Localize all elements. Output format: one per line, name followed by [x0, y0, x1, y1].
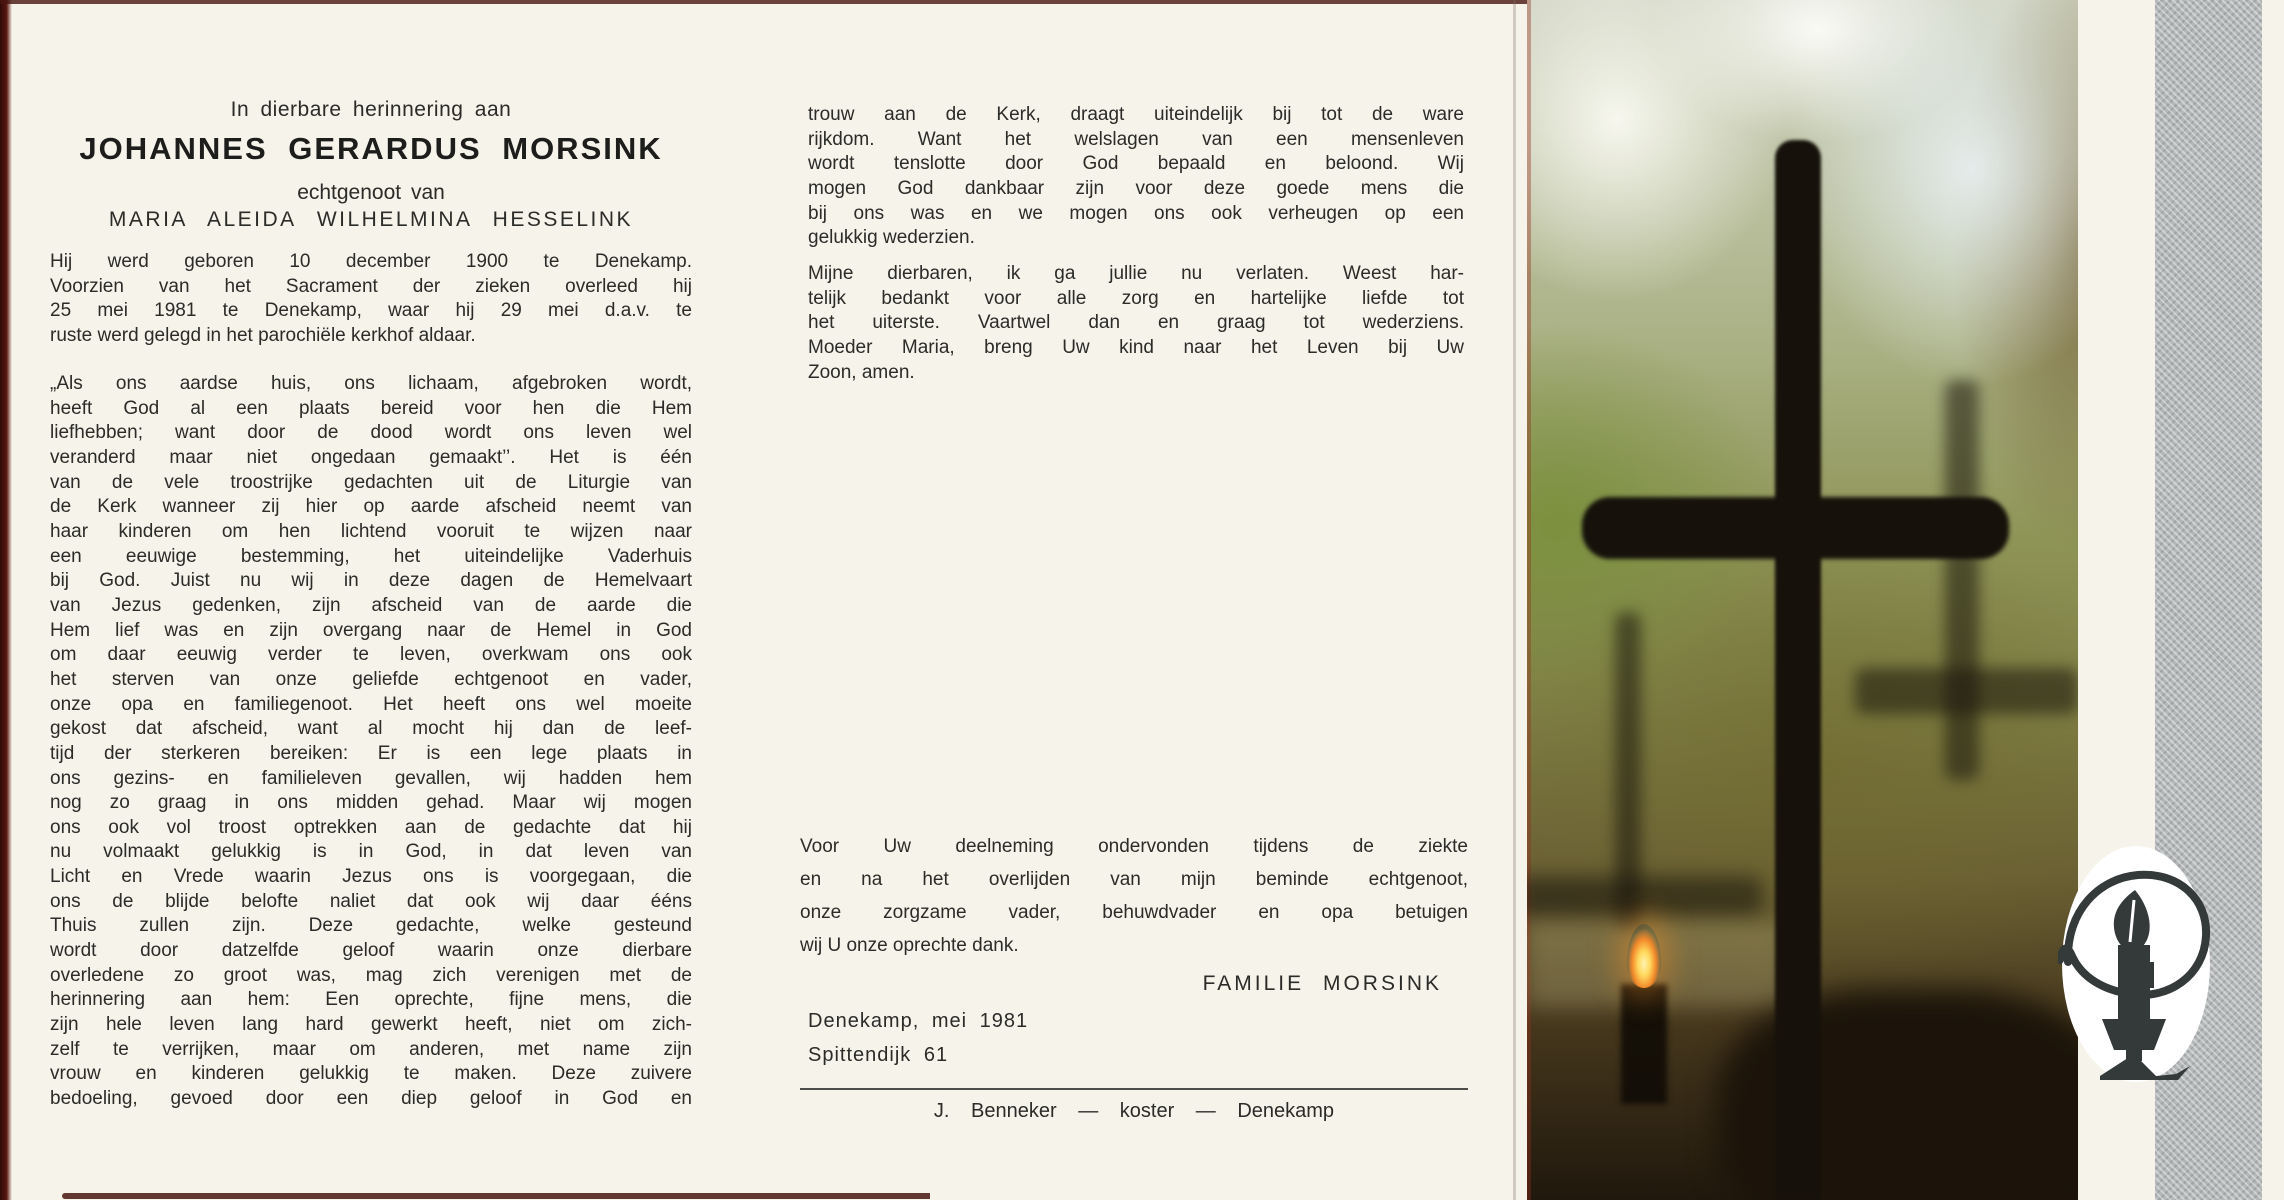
text-line: van de vele troostrijke gedachten uit de Liturgie van: [50, 471, 692, 493]
text-line: liefhebben; want door de dood wordt ons leven wel: [50, 422, 692, 444]
spouse-of-line: echtgenoot van: [297, 181, 445, 204]
blurred-cross-vertical: [1945, 380, 1979, 780]
text-line: overledene zo groot was, mag zich verenigen met de: [50, 964, 692, 986]
blurred-sill-bar: [1527, 876, 1762, 916]
candle-emblem-icon: [2058, 842, 2216, 1084]
cross-and-candle-photo: [1527, 0, 2078, 1200]
text-line: ruste werd gelegd in het parochiële kerkhof aldaar.: [50, 324, 476, 346]
text-line: veranderd maar niet ongedaan gemaakt’’. Het is één: [50, 446, 692, 468]
text-line: ons de blijde belofte naliet dat ook wij daar ééns: [50, 890, 692, 912]
text-line: vrouw en kinderen gelukkig te maken. Deze zuivere: [50, 1063, 692, 1085]
main-cross-horizontal: [1582, 497, 2009, 559]
emblem-wax-drip: [2146, 962, 2154, 988]
text-line: wordt tenslotte door God bepaald en beloond. Wij: [808, 153, 1464, 175]
text-line: haar kinderen om hen lichtend vooruit te wijzen naar: [50, 520, 692, 542]
text-line: gelukkig wederzien.: [808, 227, 975, 249]
main-cross-vertical: [1775, 140, 1821, 1200]
text-line: bedoeling, gevoed door een diep geloof in God en: [50, 1088, 692, 1110]
divider-rule: [800, 1088, 1468, 1090]
blurred-cross-horizontal: [1855, 668, 2078, 714]
text-line: gekost dat afscheid, want al mocht hij dan de leef-: [50, 718, 692, 740]
text-line: bij God. Juist nu wij in deze dagen de Hemelvaart: [50, 570, 692, 592]
text-line: mogen God dankbaar zijn voor deze goede mens die: [808, 177, 1464, 199]
scan-edge-top: [0, 0, 1530, 4]
text-line: zijn hele leven lang hard gewerkt heeft, niet om zich-: [50, 1014, 692, 1036]
text-line: wordt door datzelfde geloof waarin onze dierbare: [50, 940, 692, 962]
text-line: tijd der sterkeren bereiken: Er is een lege plaats in: [50, 742, 692, 764]
candle-stub: [1621, 984, 1667, 1104]
text-line: onze zorgzame vader, behuwdvader en opa betuigen: [800, 902, 1468, 923]
memorial-text-right-column: [808, 103, 1464, 251]
text-line: bij ons was en we mogen ons ook verheugen op een: [808, 202, 1464, 224]
text-line: het sterven van onze geliefde echtgenoot en vader,: [50, 668, 692, 690]
photo-edge-fringe: [1527, 0, 1531, 1200]
printer-credit-line: J. Benneker — koster — Denekamp: [933, 1100, 1335, 1122]
in-memoriam-line: In dierbare herinnering aan: [230, 98, 512, 121]
scan-edge-left: [0, 0, 12, 1200]
text-line: Hem lief was en zijn overgang naar de Hemel in God: [50, 619, 692, 641]
text-line: „Als ons aardse huis, ons lichaam, afgebroken wordt,: [50, 373, 692, 394]
text-line: Moeder Maria, breng Uw kind naar het Leven bij Uw: [808, 336, 1464, 358]
family-signature: FAMILIE MORSINK: [1202, 972, 1442, 995]
text-line: 25 mei 1981 te Denekamp, waar hij 29 mei d.a.v. te: [50, 300, 692, 322]
address-line: Spittendijk 61: [808, 1044, 949, 1066]
text-line: Thuis zullen zijn. Deze gedachte, welke gesteund: [50, 915, 692, 937]
text-line: Zoon, amen.: [808, 361, 915, 383]
text-line: herinnering aan hem: Een oprechte, fijne mens, die: [50, 989, 692, 1011]
text-line: Mijne dierbaren, ik ga jullie nu verlaten. Weest har-: [808, 263, 1464, 284]
text-line: en na het overlijden van mijn beminde echtgenoot,: [800, 869, 1468, 890]
text-line: nog zo graag in ons midden gehad. Maar wij mogen: [50, 792, 692, 814]
text-line: nu volmaakt gelukkig is in God, in dat leven van: [50, 841, 692, 863]
acknowledgement-paragraph: [800, 830, 1468, 962]
emblem-candle-body: [2118, 945, 2150, 1019]
text-line: ons ook vol troost optrekken aan de gedachte dat hij: [50, 816, 692, 838]
text-line: het uiterste. Vaartwel dan en graag tot wederziens.: [808, 312, 1464, 334]
text-line: ons gezins- en familieleven gevallen, wij hadden hem: [50, 767, 692, 789]
text-line: onze opa en familiegenoot. Het heeft ons wel moeite: [50, 693, 692, 715]
scan-edge-bottom: [62, 1193, 930, 1199]
cross-base-shadow: [1717, 990, 2078, 1200]
memorial-text-left-column: [50, 372, 692, 1112]
text-line: van Jezus gedenken, zijn afscheid van de aarde die: [50, 594, 692, 616]
text-line: trouw aan de Kerk, draagt uiteindelijk bij tot de ware: [808, 104, 1464, 125]
text-line: rijkdom. Want het welslagen van een mensenleven: [808, 128, 1464, 150]
text-line: heeft God al een plaats bereid voor hen die Hem: [50, 397, 692, 419]
spouse-name: MARIA ALEIDA WILHELMINA HESSELINK: [108, 208, 634, 231]
text-line: om daar eeuwig verder te leven, overkwam ons ook: [50, 644, 692, 666]
text-line: een eeuwige bestemming, het uiteindelijke Vaderhuis: [50, 545, 692, 567]
farewell-paragraph: [808, 262, 1464, 385]
text-line: Voor Uw deelneming ondervonden tijdens de ziekte: [800, 836, 1468, 857]
birth-death-paragraph: [50, 250, 692, 349]
place-date-line: Denekamp, mei 1981: [808, 1010, 1029, 1032]
text-line: Hij werd geboren 10 december 1900 te Denekamp.: [50, 251, 692, 272]
text-line: Voorzien van het Sacrament der zieken overleed hij: [50, 275, 692, 297]
text-line: Licht en Vrede waarin Jezus ons is voorgegaan, die: [50, 866, 692, 888]
text-line: de Kerk wanneer zij hier op aarde afscheid neemt van: [50, 496, 692, 518]
card-fold-line: [1513, 0, 1516, 1200]
text-line: wij U onze oprechte dank.: [800, 935, 1019, 956]
text-line: zelf te verrijken, maar om anderen, met name zijn: [50, 1038, 692, 1060]
deceased-name: JOHANNES GERARDUS MORSINK: [79, 131, 663, 166]
text-line: telijk bedankt voor alle zorg en hartelijke liefde tot: [808, 287, 1464, 309]
